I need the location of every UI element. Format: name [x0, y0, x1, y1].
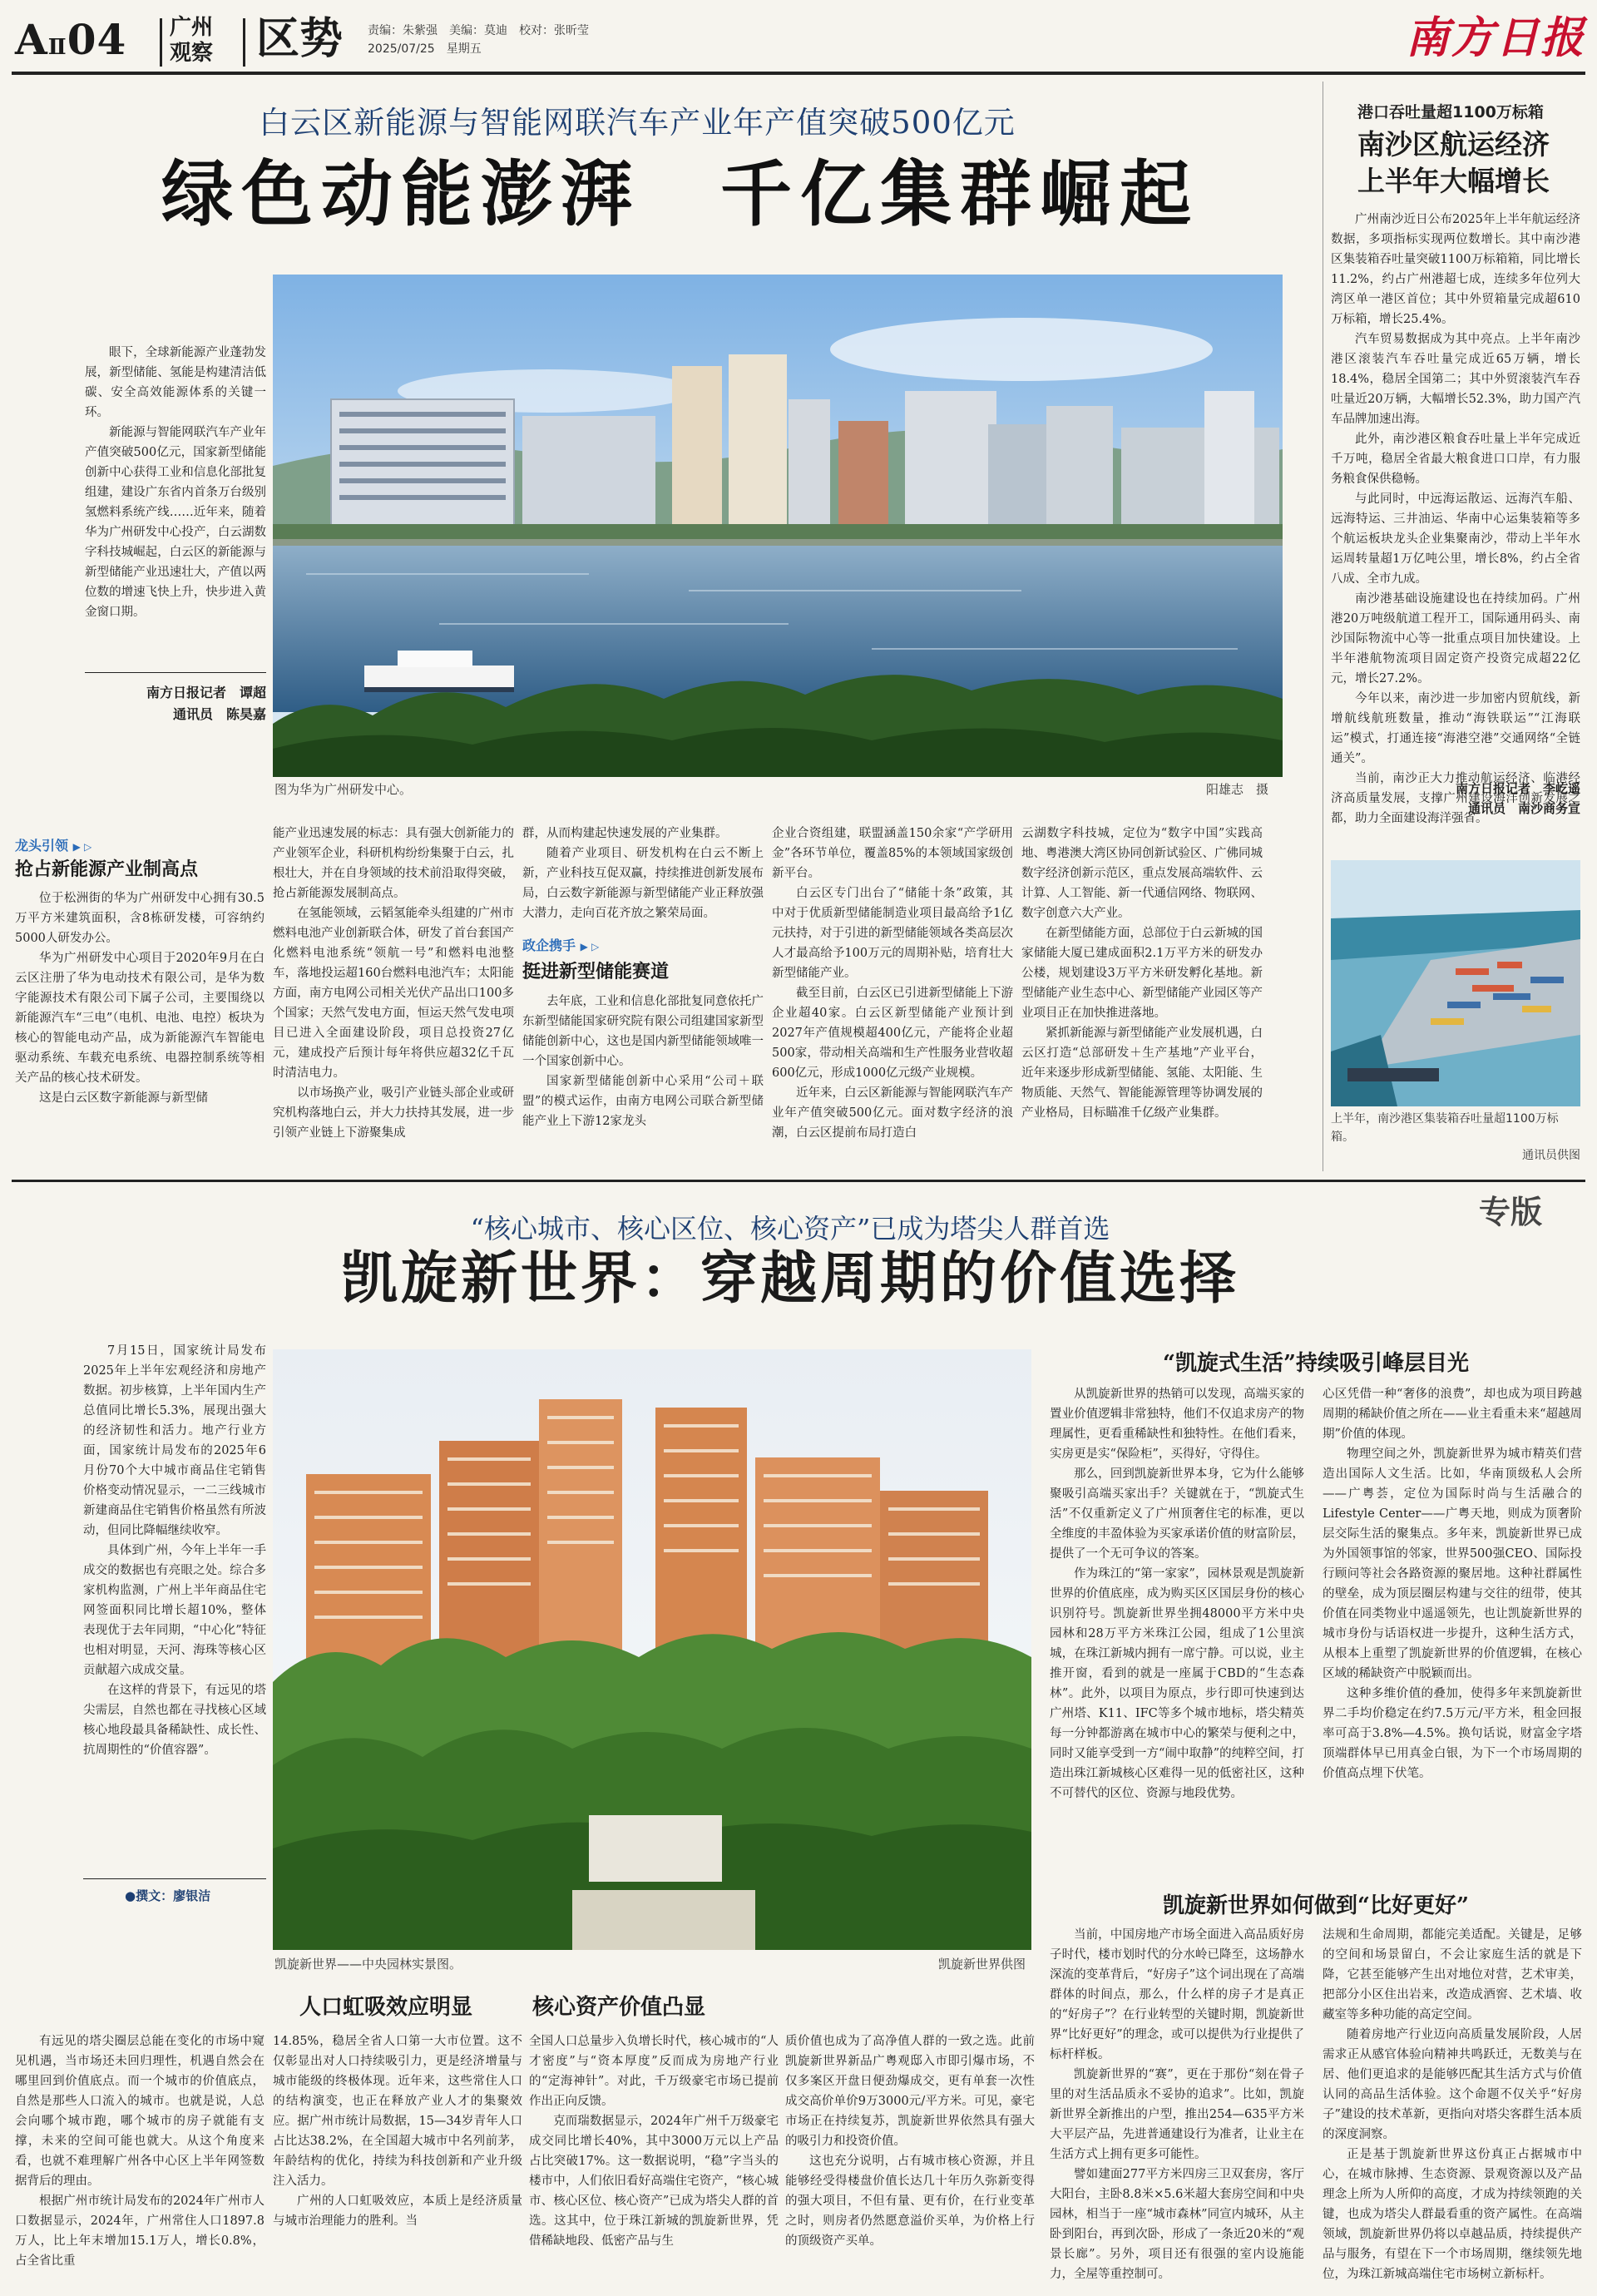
paragraph: 白云区专门出台了“储能十条”政策，其中对于优质新型储能制造业项目最高给予1亿元扶持，对于引进的新型储能领域各类高层次人才最高给予100万元的周期补贴，培育壮大新型储能产业。: [772, 887, 1013, 980]
special-column-b3: [529, 2031, 779, 2289]
paragraph: 南沙港基础设施建设也在持续加码。广州港20万吨级航道工程开工，国际通用码头、南沙国际物流中心等一批重点项目加快建设。上半年港航物流项目固定资产投资完成超22亿元，增长27.2%。: [1331, 592, 1580, 685]
paragraph: 那么，回到凯旋新世界本身，它为什么能够聚吸引高端买家出手？关键就在于，“凯旋式生活”不仅重新定义了广州顶奢住宅的标准，更以全维度的丰盈体验为买家承诺价值的财富阶层，提供了一个无可争议的答案。: [1050, 1467, 1304, 1561]
paragraph: 当前，中国房地产市场全面进入高品质好房子时代，楼市划时代的分水岭已降至，这场静水深流的变革背后，“好房子”这个词出现在了高端群体的时间点，那么，什么样的房子才是真正的“好房子”？在行业转型的关键时期，凯旋新世界“比好更好”的理念，或可以提供为行业提供了标杆样板。: [1050, 1928, 1304, 2061]
paragraph: 这种多维价值的叠加，使得多年来凯旋新世界二手均价稳定在约7.5万元/平方米，租金回报率可高于3.8%—4.5%。换句话说，财富金字塔顶端群体早已用真金白银，为下一个市场周期的价值高点埋下伏笔。: [1323, 1687, 1582, 1780]
port-photo-caption: 上半年，南沙港区集装箱吞吐量超1100万标箱。 通讯员供图: [1331, 1112, 1580, 1162]
paragraph: 凯旋新世界的“赛”，更在于那份“刻在骨子里的对生活品质永不妥协的追求”。比如，凯旋新世界全新推出的户型，推出254—635平方米大平层产品，先进普通建设行为准者，让业主在生活方式上拥有更多可能性。: [1050, 2068, 1304, 2161]
special-column-r1a: [1050, 1384, 1304, 1880]
story1-kicker: 白云区新能源与智能网联汽车产业年产值突破500亿元: [259, 105, 1016, 141]
paragraph: 14.85%，稳居全省人口第一大市位置。这不仅彰显出对人口持续吸引力，更是经济增量与城市能级的终极体现。近年来，这些常住人口的结构演变，也正在释放产业人才的集聚效应。据广州市统计局数据，15—34岁青年人口占比达38.2%，在全国超大城市中名列前茅，年龄结构的优化，持续为科技创新和产业升级注入活力。: [273, 2035, 522, 2188]
story1-column-2: [273, 824, 514, 1171]
special-column-b2: [273, 2031, 522, 2289]
garden-photo: [273, 1349, 1031, 1950]
paragraph: 譬如建面277平方米四房三卫双套房，客厅大阳台，主卧8.8米×5.6米超大套房空间和中央园林，相当于一座“城市森林”同宣内城环，从主卧到阳台，再到次卧，形成了一条近20米的“观景长廊”。另外，项目还有很强的室内设施能力，全屋等重控制可。: [1050, 2168, 1304, 2281]
paragraph: 群，从而构建起快速发展的产业集群。: [522, 827, 728, 840]
paragraph: 截至目前，白云区已引进新型储能上下游企业超40家。白云区新型储能产业预计到2027年产值规模超400亿元，产能将企业超500家，带动相关高端和生产性服务业营收超600亿元，形成1000亿元级产业规模。: [772, 987, 1013, 1080]
paragraph: 国家新型储能创新中心采用“公司＋联盟”的模式运作，由南方电网公司联合新型储能产业上下游12家龙头: [522, 1075, 764, 1128]
story1-byline: 南方日报记者 谭超 通讯员 陈昊嘉: [146, 685, 266, 722]
paragraph: 7月15日，国家统计局发布2025年上半年宏观经济和房地产数据。初步核算，上半年国内生产总值同比增长5.3%，展现出强大的经济韧性和活力。地产行业方面，国家统计局发布的2025年6月份70个大中城市商品住宅销售价格变动情况显示，一二三线城市新建商品住宅销售价格虽然有所波动，但同比降幅继续收窄。: [83, 1344, 266, 1537]
paragraph: 随着房地产行业迈向高质量发展阶段，人居需求正从感官体验向精神共鸣跃迁，无数美与在居、他们更追求的是能够匹配其生活方式与价值认同的高品生活体验。这个命题不仅关乎“好房子”建设的技术革新，更指向对塔尖客群生活本质的深度洞察。: [1323, 2028, 1582, 2141]
subhead-tag: 政企携手 ▶ ▷: [522, 938, 600, 953]
special-kicker: “核心城市、核心区位、核心资产”已成为塔尖人群首选: [470, 1213, 1110, 1244]
sidebar-headline: 南沙区航运经济 上半年大幅增长: [1357, 128, 1550, 197]
paragraph: 正是基于凯旋新世界这份真正占据城市中心，在城市脉搏、生态资源、景观资源以及产品理念上所为人所仰的高度，才成为持续领跑的关键，也成为塔尖人群最看重的资产属性。在高端领域，凯旋新世界仍将以卓越品质，持续提供产品与服务，有望在下一个市场周期，继续领先地位，为珠江新城高端住宅市场树立新标杆。: [1323, 2148, 1582, 2281]
paragraph: 随着产业项目、研发机构在白云不断上新，产业科技互促双赢，持续推进创新发展布局，白云数字新能源与新型储能产业正释放强大潜力，走向百花齐放之繁荣局面。: [522, 847, 764, 920]
paragraph: 广州南沙近日公布2025年上半年航运经济数据，多项指标实现两位数增长。其中南沙港区集装箱吞吐量突破1100万标箱箱，同比增长11.2%，约占广州港超七成，连续多年位列大湾区单一港区首位；其中外贸箱量完成超610万标箱，增长25.4%。: [1331, 213, 1580, 326]
newspaper-logo: 南方日报: [1405, 12, 1585, 63]
paragraph: 今年以来，南沙进一步加密内贸航线，新增航线航班数量，推动“海铁联运”“江海联运”模式，打通连接“海港空港”交通网络“全链通关”。: [1331, 692, 1580, 765]
special-column-r2b: [1323, 1925, 1582, 2291]
story1-headline: 绿色动能澎湃 千亿集群崛起: [161, 152, 1199, 236]
lead-paragraph: 新能源与智能网联汽车产业年产值突破500亿元，国家新型储能创新中心获得工业和信息化部批复组建，建设广东省内首条万台级别氢燃料系统产线……近年来，随着华为广州研发中心投产，白云湖数字科技城崛起，白云区的新能源与新型储能产业迅速壮大，产值以两位数的增速飞快上升，快步进入黄金窗口期。: [85, 426, 266, 619]
paragraph: 这也充分说明，占有城市核心资源，并且能够经受得楼盘价值长达几十年历久弥新变得的强大项目，不但有量、更有价，在行业变革之时，则房者仍然愿意溢价买单，为价格上行的顶级资产买单。: [785, 2155, 1035, 2248]
sidebar-kicker: 港口吞吐量超1100万标箱: [1357, 103, 1544, 121]
residential-towers-image: [273, 1349, 1031, 1950]
special-subhead-3: 人口虹吸效应明显: [299, 1995, 473, 2020]
special-column-b1: [15, 2031, 265, 2289]
paragraph: 从凯旋新世界的热销可以发现，高端买家的置业价值逻辑非常独特，他们不仅追求房产的物理属性，更看重稀缺性和独特性。在他们看来，实房更是实“保险柜”，买得好，守得住。: [1050, 1388, 1304, 1461]
paragraph: 当前，南沙正大力推动航运经济、临港经济高质量发展，支撑广州建设海洋创新发展之都，助力全面建设海洋强省。: [1331, 772, 1580, 825]
paragraph: 近年来，白云区新能源与智能网联汽车产业年产值突破500亿元。面对数字经济的浪潮，白云区提前布局打造白: [772, 1086, 1013, 1140]
story1-lead: [85, 343, 266, 675]
huawei-center-photo: [273, 275, 1283, 777]
paragraph: 此外，南沙港区粮食吞吐量上半年完成近千万吨，稳居全省最大粮食进口口岸，有力服务粮食保供稳畅。: [1331, 433, 1580, 486]
photo-caption: 图为华为广州研发中心。: [274, 782, 413, 797]
paragraph: 去年底，工业和信息化部批复同意依托广东新型储能国家研究院有限公司组建国家新型储能创新中心，这也是国内新型储能领域唯一一个国家创新中心。: [522, 995, 764, 1068]
special-column-r2a: [1050, 1925, 1304, 2291]
section-name: 区势: [256, 14, 344, 64]
paragraph: 与此同时，中远海运散运、远海汽车船、远海特运、三井油运、华南中心运集装箱等多个航运板块龙头企业集聚南沙，带动上半年水运周转量超1万亿吨公里，增长8%，约占全省八成、全市九成。: [1331, 492, 1580, 586]
special-author: ●撰文：廖银洁: [125, 1888, 211, 1903]
story1-column-4: [772, 824, 1013, 1171]
paragraph: 质价值也成为了高净值人群的一致之选。此前凯旋新世界新品广粤观邸入市即引爆市场，不仅多案区开盘日便劲爆成交，更有单套一次性成交高价单价9万3000元/平方米。可见，豪宅市场正在持续复苏，凯旋新世界依然具有强大的吸引力和投资价值。: [785, 2035, 1035, 2148]
special-edition-label: 专版: [1479, 1194, 1543, 1230]
paragraph: 这是白云区数字新能源与新型储: [39, 1091, 208, 1105]
story1-column-3: [522, 824, 764, 1171]
paragraph: 华为广州研发中心项目于2020年9月在白云区注册了华为电动技术有限公司，是华为数字能源技术有限公司下属子公司，主要围绕以新能源汽车“三电”（电机、电池、电控）板块为核心的智能电动产品，成为新能源汽车智能电驱动系统、车载充电系统、电器控制系统等相关产品的核心技术研发。: [15, 952, 265, 1085]
paragraph: 在氢能领域，云韬氢能牵头组建的广州市燃料电池产业创新联合体，研发了首台套国产化燃料电池系统“领航一号”和燃料电池整车，落地投运超160台燃料电池汽车；太阳能方面，南方电网公司相关光伏产品出口100多个国家；天然气发电方面，恒运天然气发电项目已进入全面建设阶段，项目总投资27亿元，建成投产后预计每年将供应超32亿千瓦时清洁电力。: [273, 907, 514, 1080]
paragraph: 心区凭借一种“奢侈的浪费”，却也成为项目跨越周期的稀缺价值之所在——业主看重未来“超越周期”价值的体现。: [1323, 1388, 1582, 1441]
paragraph: 云湖数字科技城，定位为“数字中国”实践高地、粤港澳大湾区协同创新试验区、广佛同城数字经济创新示范区，重点发展高端软件、云计算、人工智能、新一代通信网络、物联网、数字创意六大产业。: [1021, 827, 1263, 920]
special-column-r1b: [1323, 1384, 1582, 1880]
paragraph: 具体到广州，今年上半年一手成交的数据也有亮眼之处。综合多家机构监测，广州上半年商品住宅网签面积同比增长超10%，整体表现优于去年同期，“中心化”特征也相对明显，天河、海珠等核心区贡献超六成成交量。: [83, 1544, 266, 1677]
special-headline: 凯旋新世界：穿越周期的价值选择: [340, 1245, 1239, 1312]
port-photo: [1331, 860, 1580, 1106]
riverside-skyline-image: [273, 275, 1283, 777]
special-photo-credit: 凯旋新世界供图: [938, 1957, 1026, 1972]
story1-column-1: [15, 888, 265, 1171]
special-subhead-2: 凯旋新世界如何做到“比好更好”: [1163, 1893, 1469, 1918]
page-number: AⅡ04: [15, 15, 127, 64]
paragraph: 紧抓新能源与新型储能产业发展机遇，白云区打造“总部研发＋生产基地”产业平台，近年来逐步形成新型储能、氢能、太阳能、生物质能、天然气、智能能源管理等协调发展的产业格局，目标瞄准千亿级产业集群。: [1021, 1027, 1263, 1120]
paragraph: 广州的人口虹吸效应，本质上是经济质量与城市治理能力的胜利。当: [273, 2195, 522, 2228]
subhead-title: 抢占新能源产业制高点: [15, 859, 199, 880]
paragraph: 作为珠江的“第一家家”，园林景观是凯旋新世界的价值底座，成为购买区区国层身份的核心识别符号。凯旋新世界坐拥48000平方米中央园林和28万平方米珠江公园，组成了1公里滨城，在珠江新城内拥有一席宁静。可以说，业主推开窗，看到的就是一座属于CBD的“生态森林”。此外，以项目为原点，步行即可快速到达广州塔、K11、IFC等多个城市地标，塔尖精英每一分钟都游离在城市中心的繁荣与便利之中，同时又能享受到一方“闹中取静”的纯粹空间，打造出珠江新城核心区难得一见的低密社区，这种不可替代的区位、资源与地段优势。: [1050, 1567, 1304, 1800]
editor-credits: 责编：朱紫强 美编：莫迪 校对：张昕莹 2025/07/25 星期五: [368, 24, 589, 56]
paragraph: 汽车贸易数据成为其中亮点。上半年南沙港区滚装汽车吞吐量完成近65万辆，增长18.4%，稳居全国第二；其中外贸滚装汽车吞吐量近20万辆，大幅增长52.3%，助力国产汽车品牌加速出海。: [1331, 333, 1580, 426]
paragraph: 物理空间之外，凯旋新世界为城市精英们营造出国际人文生活。比如，华南顶级私人会所——广粤荟，定位为国际时尚与生活融合的Lifestyle Center——广粤天地，则成为顶奢阶层交际生活的聚集点。多年来，凯旋新世界已成为外国领事馆的邻家，世界500强CEO、国际投行顾问等社会各路资源的聚居地。这种社群属性的壁垒，成为顶层圈层构建与交往的纽带，使其价值在同类物业中遥遥领先，也让凯旋新世界的城市身份与话语权进一步提升，这种生活方式，从根本上重塑了凯旋新世界的价值逻辑，在核心区域的稀缺资产中脱颖而出。: [1323, 1447, 1582, 1680]
subhead-tag: 龙头引领 ▶ ▷: [15, 838, 92, 854]
special-photo-caption: 凯旋新世界——中央园林实景图。: [274, 1957, 462, 1972]
special-column-b4: [785, 2031, 1035, 2289]
paragraph: 全国人口总量步入负增长时代，核心城市的“人才密度”与“资本厚度”反而成为房地产行业的“定海神针”。对此，千万级豪宅市场已提前作出正向反馈。: [529, 2035, 779, 2108]
subhead-title: 挺进新型储能赛道: [522, 961, 670, 982]
paragraph: 在这样的背景下，有远见的塔尖需层，自然也都在寻找核心区域核心地段最具备稀缺性、成长性、抗周期性的“价值容器”。: [83, 1684, 266, 1757]
paragraph: 能产业迅速发展的标志：具有强大创新能力的产业领军企业，科研机构纷纷集聚于白云，扎根壮大，并在自身领域的技术前沿取得突破，抢占新能源发展制高点。: [273, 827, 514, 900]
photo-credit: 阳雄志 摄: [1206, 782, 1269, 797]
section-label: 广州 观察: [170, 15, 214, 66]
special-subhead-4: 核心资产价值凸显: [532, 1995, 706, 2020]
page-header: [12, 12, 1585, 70]
paragraph: 位于松洲街的华为广州研发中心拥有30.5万平方米建筑面积，含8栋研发楼，可容纳约5000人研发办公。: [15, 892, 265, 945]
sidebar-byline: 南方日报记者 李屹遥 通讯员 南沙商务宣: [1455, 781, 1580, 816]
container-port-image: [1331, 860, 1580, 1106]
paragraph: 克而瑞数据显示，2024年广州千万级豪宅成交同比增长40%，其中3000万元以上产品占比突破17%。这一数据说明，“稳”字当头的楼市中，人们依旧看好高端住宅资产，“核心城市、核心区位、核心资产”已成为塔尖人群的首选。这其中，位于珠江新城的凯旋新世界，凭借稀缺地段、低密产品与生: [529, 2115, 779, 2248]
lead-paragraph: 眼下，全球新能源产业蓬勃发展，新型储能、氢能是构建清洁低碳、安全高效能源体系的关键一环。: [85, 346, 266, 419]
paragraph: 企业合资组建，联盟涵盖150余家“产学研用金”各环节单位，覆盖85%的本领域国家级创新平台。: [772, 827, 1013, 880]
special-intro: [83, 1341, 266, 1814]
paragraph: 在新型储能方面，总部位于白云新城的国家储能大厦已建成面积2.1万平方米的研发办公楼，规划建设3万平方米研发孵化基地。新型储能产业生态中心、新型储能产业园区等产业项目正在加快推进落地。: [1021, 927, 1263, 1020]
paragraph: 根据广州市统计局发布的2024年广州市人口数据显示，2024年，广州常住人口1897.8万人，比上年末增加15.1万人，增长0.8%，占全省比重: [15, 2195, 265, 2268]
paragraph: 有远见的塔尖圈层总能在变化的市场中窥见机遇，当市场还未回归理性，机遇自然会在哪里回到价值底点。而一个城市的价值底点，自然是那些人口流入的城市。也就是说，人总会向哪个城市跑，哪个城市的房子就能有支撑，未来的空间可能也就大。从这个角度来看，也就不难理解广州各中心区上半年网签数据背后的理由。: [15, 2035, 265, 2188]
story1-column-5: [1021, 824, 1263, 1171]
paragraph: 以市场换产业，吸引产业链头部企业或研究机构落地白云，并大力扶持其发展，进一步引领产业链上下游聚集成: [273, 1086, 514, 1140]
paragraph: 法规和生命周期，都能完美适配。关键是，足够的空间和场景留白，不会让家庭生活的就是下降，它甚至能够产生出对地位对营，艺术审美，把部分小区住出岩来，改造成酒窖、艺术墙、收藏室等多种功能的高定空间。: [1323, 1928, 1582, 2021]
special-subhead-1: “凯旋式生活”持续吸引峰层目光: [1163, 1351, 1469, 1376]
